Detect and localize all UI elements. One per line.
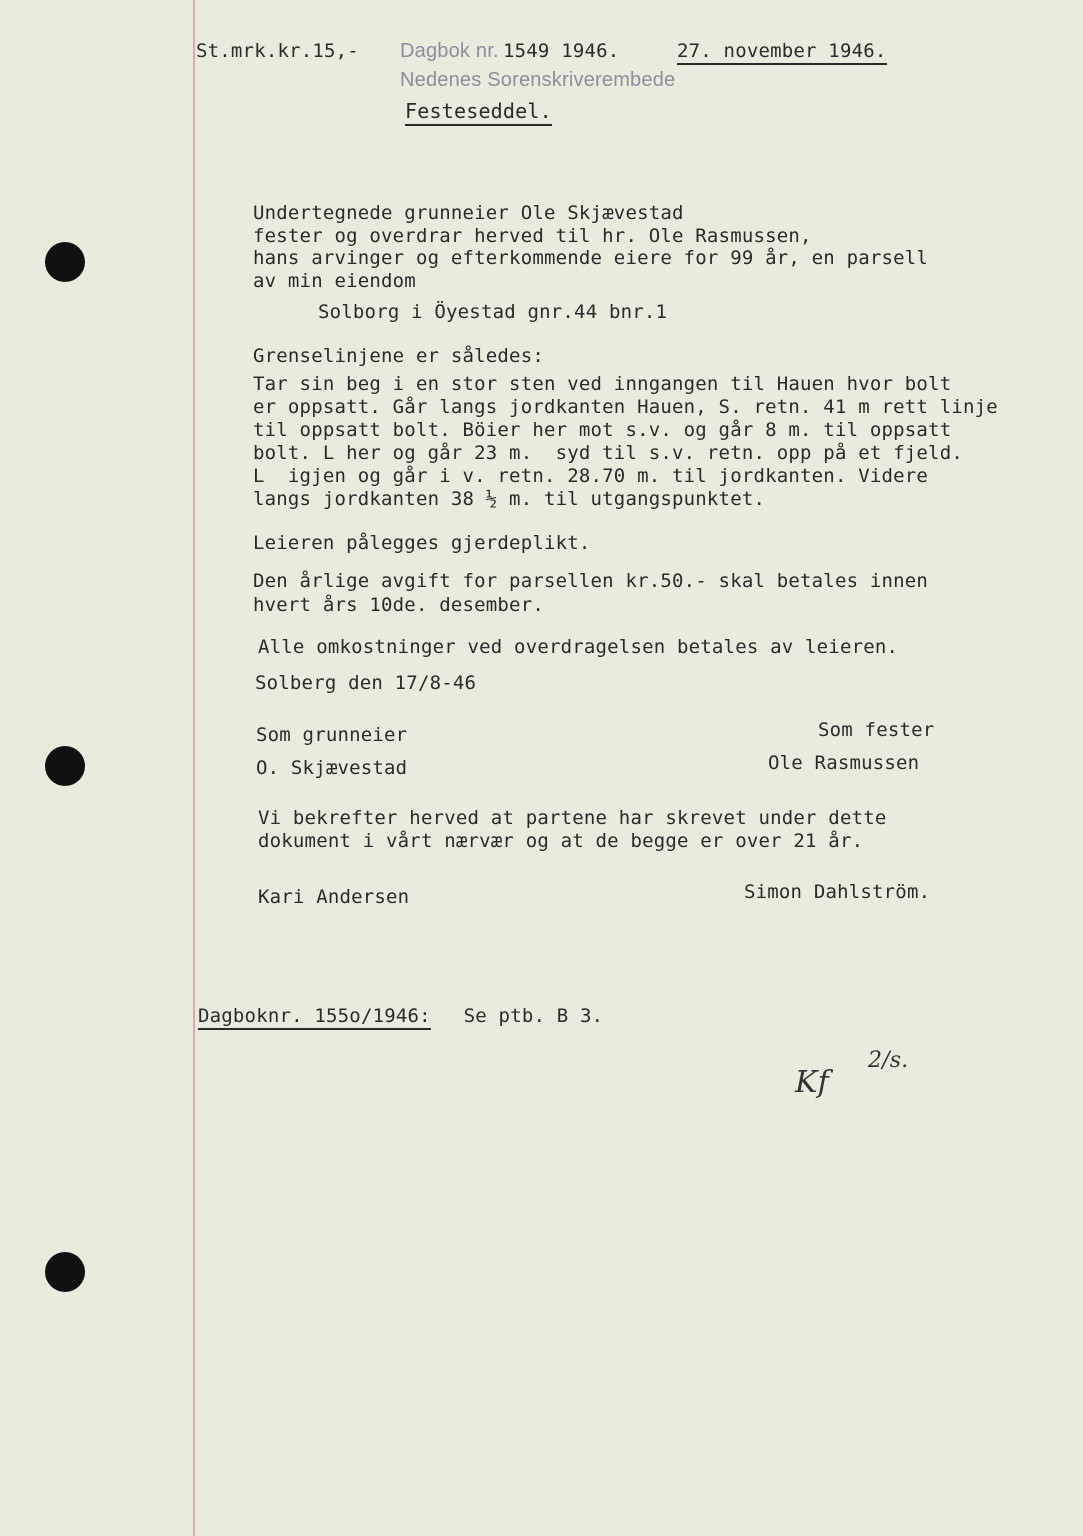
boundary-line: til oppsatt bolt. Böier her mot s.v. og går 8 m. til oppsatt [253,419,952,441]
intro-line: Undertegnede grunneier Ole Skjævestad [253,202,684,224]
fee-line: Den årlige avgift for parsellen kr.50.- skal betales innen [253,570,929,592]
punch-hole [45,242,85,282]
office-stamp: Nedenes Sorenskriverembede [400,69,676,91]
owner-role: Som grunneier [256,724,408,746]
boundary-line: bolt. L her og går 23 m. syd til s.v. retn. opp på et fjeld. [253,442,963,464]
dagbok-reference: Dagboknr. 155o/1946: [198,1005,431,1030]
fee-line: hvert års 10de. desember. [253,594,544,616]
initials-signature: Kf [795,1065,829,1100]
margin-line [193,0,195,1536]
initials-note: 2/s. [868,1048,909,1073]
document-title: Festeseddel. [405,99,552,126]
owner-name: O. Skjævestad [256,757,408,779]
intro-line: hans arvinger og efterkommende eiere for 99 år, en parsell [253,247,929,269]
costs-line: Alle omkostninger ved overdragelsen betales av leieren. [258,636,899,658]
place-date: Solberg den 17/8-46 [255,672,477,694]
property-line: Solborg i Öyestad gnr.44 bnr.1 [318,301,668,323]
punch-hole [45,746,85,786]
boundary-line: L igjen og går i v. retn. 28.70 m. til jordkanten. Videre [253,465,929,487]
witness-1: Kari Andersen [258,886,410,908]
fence-duty: Leieren pålegges gjerdeplikt. [253,532,591,554]
stamp-duty: St.mrk.kr.15,- [196,40,359,62]
document-date: 27. november 1946. [677,40,887,65]
boundary-heading: Grenselinjene er således: [253,345,544,367]
reference-text: Se ptb. B 3. [452,1005,604,1027]
boundary-line: er oppsatt. Går langs jordkanten Hauen, S. retn. 41 m rett linje [253,396,998,418]
intro-line: fester og overdrar herved til hr. Ole Rasmussen, [253,225,812,247]
witness-2: Simon Dahlström. [744,881,931,903]
boundary-line: Tar sin beg i en stor sten ved inngangen til Hauen hvor bolt [253,373,952,395]
dagbok-label: Dagbok nr. [400,40,499,62]
dagbok-number: 1549 1946. [503,40,620,62]
tenant-role: Som fester [818,719,935,741]
tenant-name: Ole Rasmussen [768,752,920,774]
intro-line: av min eiendom [253,270,416,292]
punch-hole [45,1252,85,1292]
witness-statement-line: Vi bekrefter herved at partene har skrevet under dette [258,807,887,829]
boundary-line: langs jordkanten 38 ½ m. til utgangspunktet. [253,488,766,510]
witness-statement-line: dokument i vårt nærvær og at de begge er over 21 år. [258,830,864,852]
